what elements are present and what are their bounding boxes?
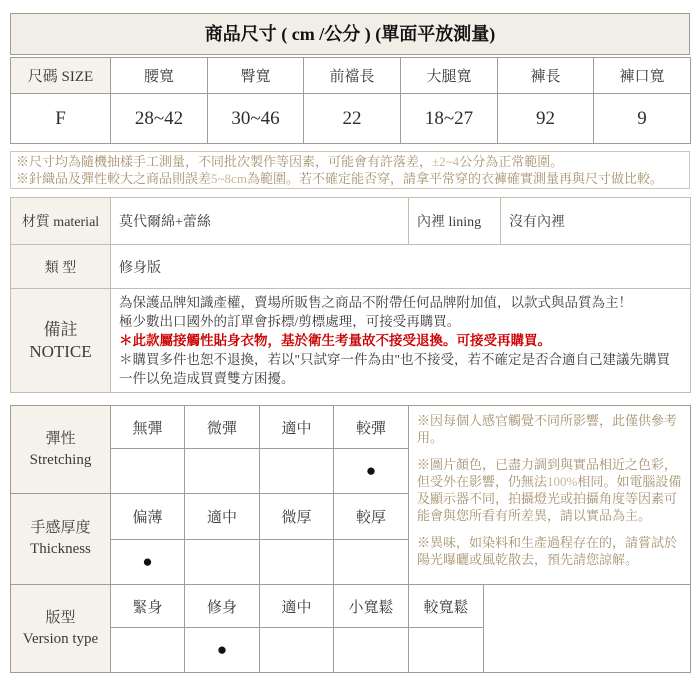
lining-value: 沒有內裡 <box>501 198 691 245</box>
notice-line2: 極少數出口國外的訂單會拆標/剪標處理，可接受再購買。 <box>119 314 461 329</box>
size-table-value-row <box>11 94 691 144</box>
size-header-size: 尺碼 SIZE <box>11 58 111 94</box>
measurement-note-line1 <box>16 153 684 170</box>
size-header-leg-opening: 褲口寬 <box>594 58 691 94</box>
type-label: 類 型 <box>11 245 111 289</box>
size-table <box>10 57 691 144</box>
measurement-note-line2 <box>16 170 684 187</box>
size-value-thigh: 18~27 <box>401 94 498 144</box>
lining-label: 內裡 lining <box>409 198 501 245</box>
version-option-4: 小寬鬆 <box>334 585 409 628</box>
thickness-option-3: 微厚 <box>260 494 334 540</box>
notice-label-zh: 備註 <box>43 319 78 339</box>
version-option-5: 較寬鬆 <box>409 585 484 628</box>
size-header-length: 褲長 <box>498 58 594 94</box>
thickness-option-2: 適中 <box>185 494 260 540</box>
feature-note-2-number: 100% <box>547 474 578 489</box>
material-value: 莫代爾綿+蕾絲 <box>111 198 409 245</box>
version-options-row <box>11 585 691 628</box>
notice-body <box>111 289 691 393</box>
note2-text: ※針織品及彈性較大之商品則誤差 <box>16 171 212 186</box>
stretching-option-3: 適中 <box>260 406 334 449</box>
version-option-2: 修身 <box>185 585 260 628</box>
size-header-thigh: 大腿寬 <box>401 58 498 94</box>
material-row <box>11 198 691 245</box>
version-option-3: 適中 <box>260 585 334 628</box>
feature-table <box>10 405 691 673</box>
notice-line1: 為保護品牌知識產權，賣場所販售之商品不附帶任何品牌附加值，以款式與品質為主！ <box>119 295 632 310</box>
stretching-options-row <box>11 406 691 449</box>
thickness-option-1: 偏薄 <box>111 494 185 540</box>
material-label: 材質 material <box>11 198 111 245</box>
thickness-dot-4 <box>334 540 409 585</box>
thickness-label-zh: 手感厚度 <box>30 520 91 536</box>
size-value-length: 92 <box>498 94 594 144</box>
feature-note-2-text-end: 相同。如電腦設備及顯示器不同，拍攝燈光或拍攝角度等因素可能會與您所看有所差異，請以實品為主。 <box>417 474 682 523</box>
stretching-dot-3 <box>260 449 334 494</box>
thickness-label <box>11 494 111 585</box>
stretching-option-4: 較彈 <box>334 406 409 449</box>
feature-note-2-text: ※圖片顏色，已盡力調到與實品相近之色彩，但受外在影響，仍無法 <box>417 457 678 489</box>
feature-notes <box>409 406 691 585</box>
notice-label-en: NOTICE <box>29 341 92 361</box>
stretching-dot-2 <box>185 449 260 494</box>
note1-text: ※尺寸均為隨機抽樣手工測量，不同批次製作等因素，可能會有許落差， <box>16 154 433 169</box>
feature-note-3: ※異味，如染料和生產過程存在的，請嘗試於陽光曝曬或風乾散去，預先請您諒解。 <box>417 535 678 567</box>
feature-note-1: ※因每個人感官觸覺不同所影響，此僅供參考用。 <box>417 413 678 445</box>
version-dot-1 <box>111 628 185 673</box>
size-table-header-row <box>11 58 691 94</box>
thickness-label-en: Thickness <box>30 541 91 557</box>
stretching-label-zh: 彈性 <box>45 430 76 447</box>
info-table <box>10 197 691 393</box>
thickness-dot-2 <box>185 540 260 585</box>
note1-text-end: 公分為正常範圍。 <box>459 154 564 169</box>
notice-line4: ＊購買多件也恕不退換，若以"只試穿一件為由"也不接受，若不確定是否合適自己建議先購買一件以免造成買賣雙方困擾。 <box>119 352 671 386</box>
note1-number: ±2~4 <box>432 154 460 169</box>
version-label-zh: 版型 <box>45 609 76 626</box>
page-title: 商品尺寸 ( cm /公分 ) (單面平放測量) <box>10 13 690 55</box>
version-dot-2: ● <box>185 628 260 673</box>
size-value-waist: 28~42 <box>111 94 208 144</box>
type-value: 修身版 <box>111 245 691 289</box>
version-dot-3 <box>260 628 334 673</box>
stretching-option-1: 無彈 <box>111 406 185 449</box>
feature-note-2 <box>417 456 682 524</box>
size-header-front-rise: 前襠長 <box>304 58 401 94</box>
thickness-dot-1: ● <box>111 540 185 585</box>
notice-label <box>11 289 111 393</box>
size-value-leg-opening: 9 <box>594 94 691 144</box>
thickness-option-4: 較厚 <box>334 494 409 540</box>
stretching-label <box>11 406 111 494</box>
version-dot-4 <box>334 628 409 673</box>
size-header-hip: 臀寬 <box>208 58 304 94</box>
stretching-label-en: Stretching <box>29 451 92 468</box>
version-option-1: 緊身 <box>111 585 185 628</box>
measurement-notes-box <box>10 151 690 189</box>
notice-line3-warning: ＊此款屬接觸性貼身衣物，基於衛生考量故不接受退換。可接受再購買。 <box>119 333 551 348</box>
stretching-dot-4: ● <box>334 449 409 494</box>
stretching-dot-1 <box>111 449 185 494</box>
notice-row <box>11 289 691 393</box>
size-value-size: F <box>11 94 111 144</box>
size-value-hip: 30~46 <box>208 94 304 144</box>
note2-text-end: 為範圍。若不確定能否穿，請拿平常穿的衣褲確實測量再與尺寸做比較。 <box>246 171 663 186</box>
version-label <box>11 585 111 673</box>
version-dot-5 <box>409 628 484 673</box>
note2-number: 5~8cm <box>211 171 247 186</box>
version-label-en: Version type <box>22 630 99 647</box>
type-row <box>11 245 691 289</box>
size-header-waist: 腰寬 <box>111 58 208 94</box>
version-empty-cell <box>484 585 691 673</box>
stretching-option-2: 微彈 <box>185 406 260 449</box>
size-value-front-rise: 22 <box>304 94 401 144</box>
thickness-dot-3 <box>260 540 334 585</box>
